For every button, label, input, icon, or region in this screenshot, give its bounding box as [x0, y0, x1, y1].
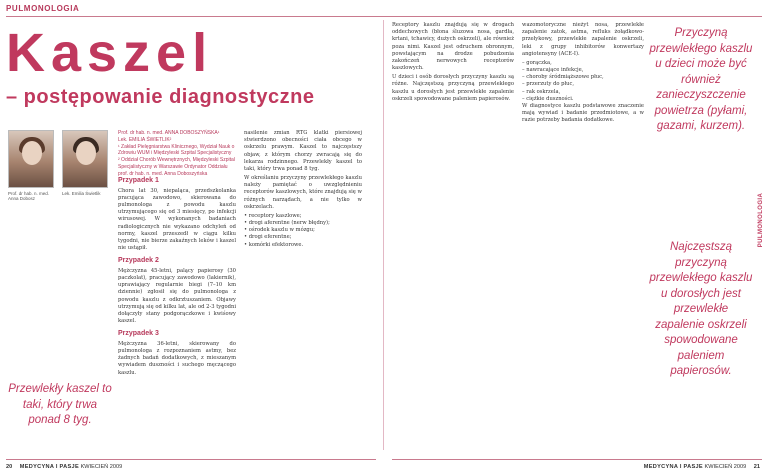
list-item: – ciężkie duszności. [522, 95, 574, 102]
case-2-text: Mężczyzna 45-letni, palący papierosy (30 paczkolat), pracujący zawodowo (lakiernik), uprawiający regularnie biegi (7–10 km dziennie) zgłosił się do pulmonologa z powodu kaszlu z odkrztuszaniem. Objawy utrzymują się od kilku lat, ale od 2-3 tygodni dołączyły stany podgorączkowe i kwiśowy kaszel. [118, 267, 236, 325]
list-item: • receptory kaszlowe; [244, 212, 302, 219]
list-item: – gorączka, [522, 59, 552, 66]
affiliation-1: ¹ Zakład Pielęgniarstwa Klinicznego, Wydział Nauk o Zdrowiu WUM i Międzyleski Szpital Specjalistyczny [118, 143, 235, 157]
footer-left [6, 464, 122, 470]
list-item: – przerzuty do płuc, [522, 81, 575, 88]
column-3 [392, 22, 514, 442]
magazine-name-left: MEDYCYNA I PASJE [19, 464, 79, 470]
author-1: Prof. dr hab. n. med. ANNA DOBOSZYŃSKA¹ [118, 130, 220, 136]
issue-left: KWIECIEŃ 2009 [80, 464, 123, 470]
right-text-2: U dzieci i osób dorosłych przyczyny kaszlu są różne. Najczęstszą przyczyną przewlekłego kaszlu u dorosłych jest przewlekłe zapalenie oskrzeli spowodowane paleniem papierosów. [392, 74, 514, 102]
pullquote-right-bottom: Najczęstszą przyczyną przewlekłego kaszlu u dorosłych jest przewlekłe zapalenie oskrzeli spowodowane paleniem papierosów. [649, 241, 753, 378]
page-gutter [383, 20, 384, 450]
pullquote-right-top: Przyczyną przewlekłego kaszlu u dzieci może być również zanieczyszczenie powietrza (pyłami, gazami, kurzem). [649, 27, 753, 133]
section-label: PULMONOLOGIA [6, 4, 80, 13]
vertical-section-label: PULMONOLOGIA [758, 192, 764, 248]
far-text-2: W diagnostyce kaszlu podstawowe znaczenie mają wywiad i badanie przedmiotowe, a w razie potrzeby badania dodatkowe. [522, 102, 644, 124]
page-number-left: 20 [6, 464, 13, 470]
mid-text-1: nasilenie zmian RTG klatki piersiowej stwierdzono obecności ciała obcego w oskrzelu prawym. Kaszel to najczęstszy objaw, z którym chorzy zwracają się do lekarza rodzinnego. Przewlekły kaszel to taki, który trwa ponad 8 tyg. [244, 130, 362, 172]
heading-case-1: Przypadek 1 [118, 177, 159, 184]
mid-text-2: W określaniu przyczyny przewlekłego kaszlu należy pamiętać o uwzględnieniu receptorów kaszlowych, które znajdują się w różnych narządach, a nie tylko w oskrzelach. [244, 175, 362, 210]
footer-rule-left [6, 459, 376, 460]
list-item: • drogi eferentne; [244, 234, 292, 241]
case-3-text: Mężczyzna 36-letni, skierowany do pulmonologa z rozpoznaniem astmy, bez żadnych badań dodatkowych, z mieszanym wywiadem duszności i suchego męczącego kaszlu. [118, 340, 236, 376]
photo-caption-2: Lek. Emilia Świetlik [62, 191, 101, 196]
magazine-name-right: MEDYCYNA I PASJE [643, 464, 703, 470]
column-4 [522, 22, 644, 442]
list-item: • komórki efektorowe. [244, 241, 304, 248]
heading-case-2: Przypadek 2 [118, 257, 159, 265]
author-photo-1 [8, 130, 54, 188]
heading-case-3: Przypadek 3 [118, 330, 159, 338]
article-title: Kaszel [6, 23, 214, 83]
list-item: – rak oskrzela, [522, 88, 561, 95]
page-number-right: 21 [753, 464, 760, 470]
footer-right [644, 464, 760, 470]
issue-right: KWIECIEŃ 2009 [704, 464, 747, 470]
photo-caption-1: Prof. dr hab. n. med. Anna Dobosz [8, 191, 50, 202]
list-item: – choroby śródmiąższowe płuc, [522, 74, 604, 81]
column-1 [118, 172, 236, 442]
symptom-list [522, 60, 644, 103]
right-text-1: Receptory kaszlu znajdują się w drogach oddechowych (błona śluzowa nosa, gardła, krtani, tchawicy, dużych oskrzeli), ale również poza nimi. Kaszel jest odruchem obronnym, powstającym na drodze pobudzenia zakończeń nerwowych receptorów kaszlowych. [392, 22, 514, 72]
cough-reflex-list [244, 213, 362, 249]
list-item: • ośrodek kaszlu w mózgu; [244, 227, 315, 234]
case-1-text: Chora lat 30, niepaląca, przedszkolanka pracująca zawodowo, skierowana do pulmonologa z powodu kaszlu utrzymującego się od 3 miesięcy, po infekcji wirusowej. W wykonanych badaniach radiologicznych nie wykazano odchyleń od normy, kaszel przeszedł w ciągu kilku tygodni, nie bierze zakaźnych leków i kaszel nie ustąpił. [118, 187, 236, 252]
author-block [118, 130, 236, 177]
author-2: Lek. EMILIA ŚWIETLIK² [118, 136, 172, 143]
footer-rule-right [392, 459, 762, 460]
column-2 [244, 130, 362, 440]
list-item: – nawracające infekcje, [522, 67, 584, 74]
top-rule [6, 16, 762, 17]
list-item: • drogi aferentne (nerw błędny); [244, 220, 330, 227]
affiliation-2: ² Oddział Chorób Wewnętrznych, Międzyleski Szpital Specjalistyczny w Warszawie Ordynator Oddziału prof. dr hab. n. med. Anna Doboszyńska [118, 157, 235, 177]
article-subtitle: – postępowanie diagnostyczne [6, 86, 315, 108]
far-text-1: wazomotoryczne nieżyt nosa, przewlekłe zapalenie zatok, astma, refluks żołądkowo-przełykowy, przewlekłe zapalenie oskrzeli, leki z grupy inhibitorów konwertazy angiotensyny (ACE-I). [522, 22, 644, 57]
author-photo-2 [62, 130, 108, 188]
pullquote-left: Przewlekły kaszel to taki, który trwa ponad 8 tyg. [8, 383, 112, 427]
